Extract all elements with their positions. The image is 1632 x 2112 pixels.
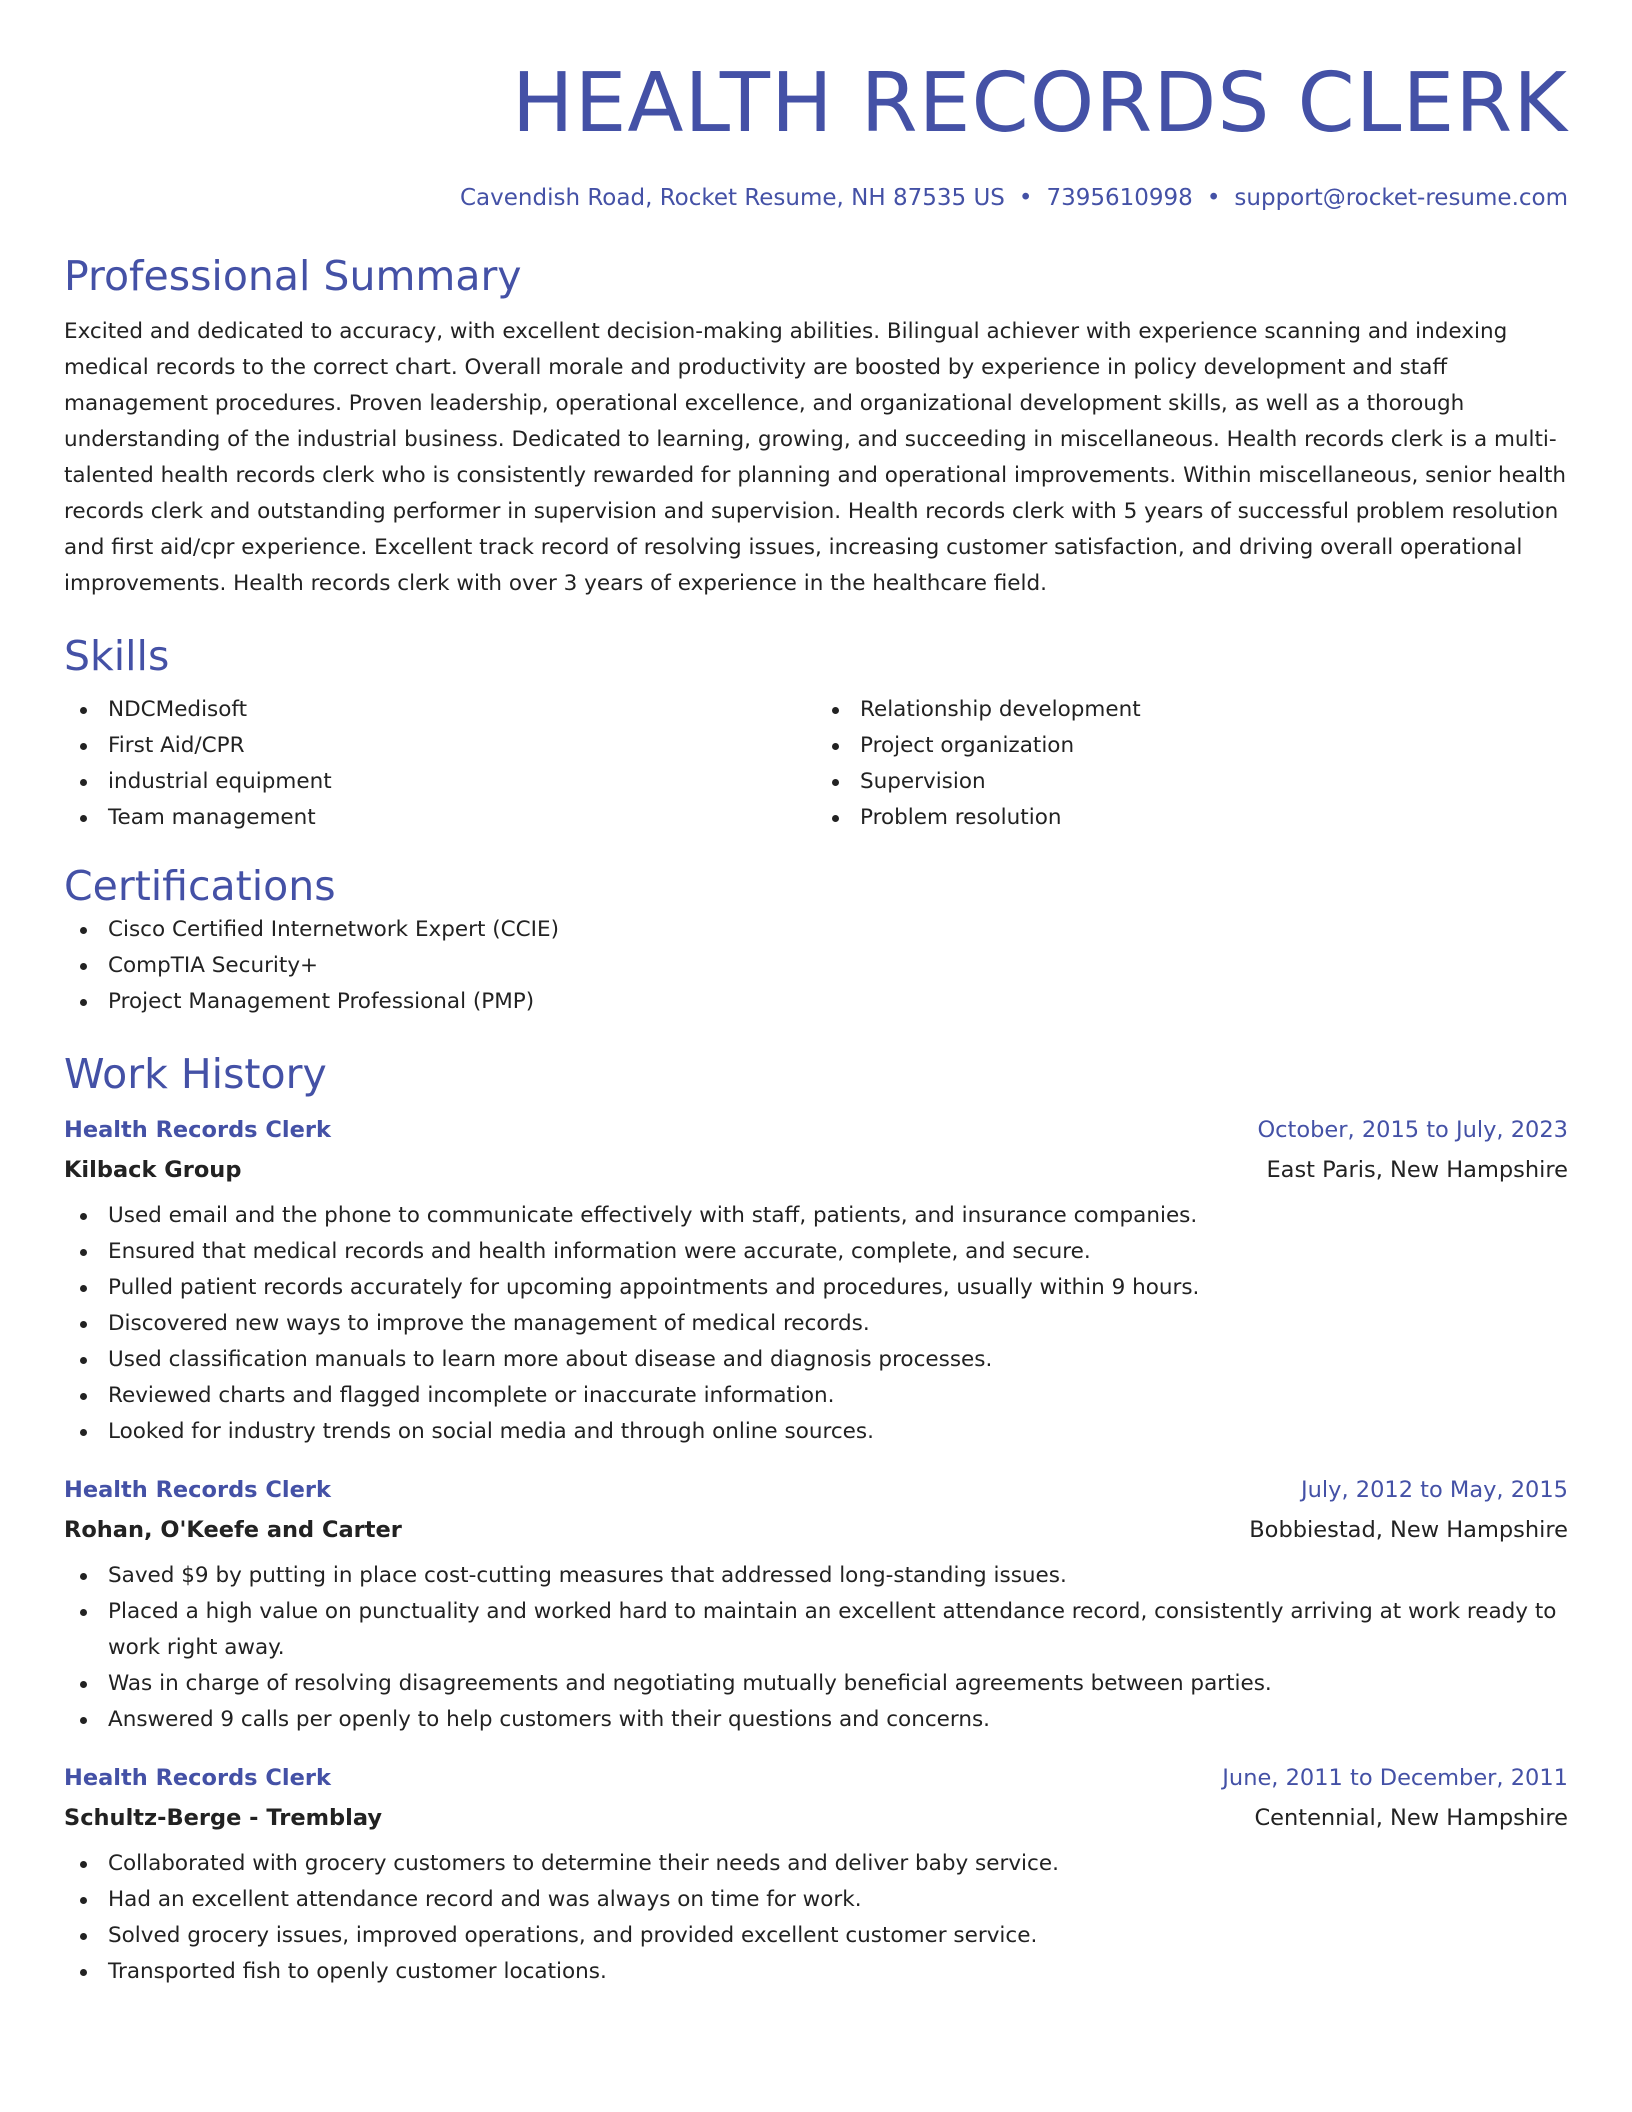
job-entry	[64, 1110, 1568, 1450]
job-duty: Used classification manuals to learn more about disease and diagnosis processes.	[64, 1342, 1568, 1378]
contact-email: support@rocket-resume.com	[1234, 185, 1568, 211]
job-company-row	[64, 1510, 1568, 1550]
job-header-row	[64, 1758, 1568, 1798]
job-duty: Was in charge of resolving disagreements and negotiating mutually beneficial agreements between parties.	[64, 1666, 1568, 1702]
contact-line	[64, 182, 1568, 214]
job-duty: Ensured that medical records and health information were accurate, complete, and secure.	[64, 1234, 1568, 1270]
job-title: Health Records Clerk	[64, 1477, 331, 1503]
job-duty: Discovered new ways to improve the management of medical records.	[64, 1306, 1568, 1342]
job-duty: Placed a high value on punctuality and worked hard to maintain an excellent attendance record, consistently arriving at work ready to work right away.	[64, 1594, 1568, 1666]
job-duties-list	[64, 1846, 1568, 1990]
certifications-list	[64, 912, 1568, 1020]
job-duty: Pulled patient records accurately for upcoming appointments and procedures, usually within 9 hours.	[64, 1270, 1568, 1306]
skill-item: First Aid/CPR	[64, 728, 816, 764]
job-header-row	[64, 1110, 1568, 1150]
contact-phone: 7395610998	[1046, 185, 1193, 211]
job-dates: June, 2011 to December, 2011	[1222, 1765, 1568, 1791]
job-duty: Transported fish to openly customer locations.	[64, 1954, 1568, 1990]
job-company: Schultz-Berge - Tremblay	[64, 1805, 383, 1831]
job-company: Kilback Group	[64, 1157, 242, 1183]
summary-heading: Professional Summary	[64, 252, 522, 300]
skills-list-left	[64, 692, 816, 836]
job-location: Bobbiestad, New Hampshire	[1249, 1517, 1568, 1543]
job-entry	[64, 1758, 1568, 1990]
job-duties-list	[64, 1558, 1568, 1738]
certification-item: Project Management Professional (PMP)	[64, 984, 1568, 1020]
skills-grid	[64, 692, 1568, 836]
skill-item: Project organization	[816, 728, 1568, 764]
certification-item: CompTIA Security+	[64, 948, 1568, 984]
skill-item: Team management	[64, 800, 816, 836]
summary-text: Excited and dedicated to accuracy, with excellent decision-making abilities. Bilingual achiever with experience scanning and indexing medical records to the correct chart. Overall morale and productivity are boosted by experience in policy development and staff management procedures. Proven leadership, operational excellence, and organizational development skills, as well as a thorough understanding of the industrial business. Dedicated to learning, growing, and succeeding in miscellaneous. Health records clerk is a multi-talented health records clerk who is consistently rewarded for planning and operational improvements. Within miscellaneous, senior health records clerk and outstanding performer in supervision and supervision. Health records clerk with 5 years of successful problem resolution and first aid/cpr experience. Excellent track record of resolving issues, increasing customer satisfaction, and driving overall operational improvements. Health records clerk with over 3 years of experience in the healthcare field.	[64, 319, 1567, 596]
job-title: Health Records Clerk	[64, 1117, 331, 1143]
job-header-row	[64, 1470, 1568, 1510]
job-dates: October, 2015 to July, 2023	[1257, 1117, 1568, 1143]
job-location: Centennial, New Hampshire	[1254, 1805, 1568, 1831]
skills-heading: Skills	[64, 632, 170, 680]
job-company: Rohan, O'Keefe and Carter	[64, 1517, 402, 1543]
job-dates: July, 2012 to May, 2015	[1300, 1477, 1568, 1503]
job-duty: Used email and the phone to communicate effectively with staff, patients, and insurance companies.	[64, 1198, 1568, 1234]
job-duty: Had an excellent attendance record and was always on time for work.	[64, 1882, 1568, 1918]
skill-item: Problem resolution	[816, 800, 1568, 836]
certifications-heading: Certifications	[64, 862, 336, 910]
job-duty: Answered 9 calls per openly to help customers with their questions and concerns.	[64, 1702, 1568, 1738]
job-duty: Collaborated with grocery customers to determine their needs and deliver baby service.	[64, 1846, 1568, 1882]
skill-item: Supervision	[816, 764, 1568, 800]
work-history-heading: Work History	[64, 1050, 327, 1098]
job-duty: Looked for industry trends on social media and through online sources.	[64, 1414, 1568, 1450]
job-company-row	[64, 1150, 1568, 1190]
job-duty: Solved grocery issues, improved operations, and provided excellent customer service.	[64, 1918, 1568, 1954]
job-duties-list	[64, 1198, 1568, 1450]
job-duty: Saved $9 by putting in place cost-cutting measures that addressed long-standing issues.	[64, 1558, 1568, 1594]
skill-item: NDCMedisoft	[64, 692, 816, 728]
job-company-row	[64, 1798, 1568, 1838]
contact-separator: •	[1206, 185, 1221, 211]
certification-item: Cisco Certified Internetwork Expert (CCIE)	[64, 912, 1568, 948]
resume-header	[64, 0, 1568, 214]
job-duty: Reviewed charts and flagged incomplete or inaccurate information.	[64, 1378, 1568, 1414]
contact-separator: •	[1018, 185, 1033, 211]
contact-address: Cavendish Road, Rocket Resume, NH 87535 US	[460, 185, 1005, 211]
skills-list-right	[816, 692, 1568, 836]
resume-name: HEALTH RECORDS CLERK	[511, 56, 1568, 151]
job-location: East Paris, New Hampshire	[1266, 1157, 1568, 1183]
skill-item: Relationship development	[816, 692, 1568, 728]
job-entry	[64, 1470, 1568, 1738]
skill-item: industrial equipment	[64, 764, 816, 800]
job-title: Health Records Clerk	[64, 1765, 331, 1791]
